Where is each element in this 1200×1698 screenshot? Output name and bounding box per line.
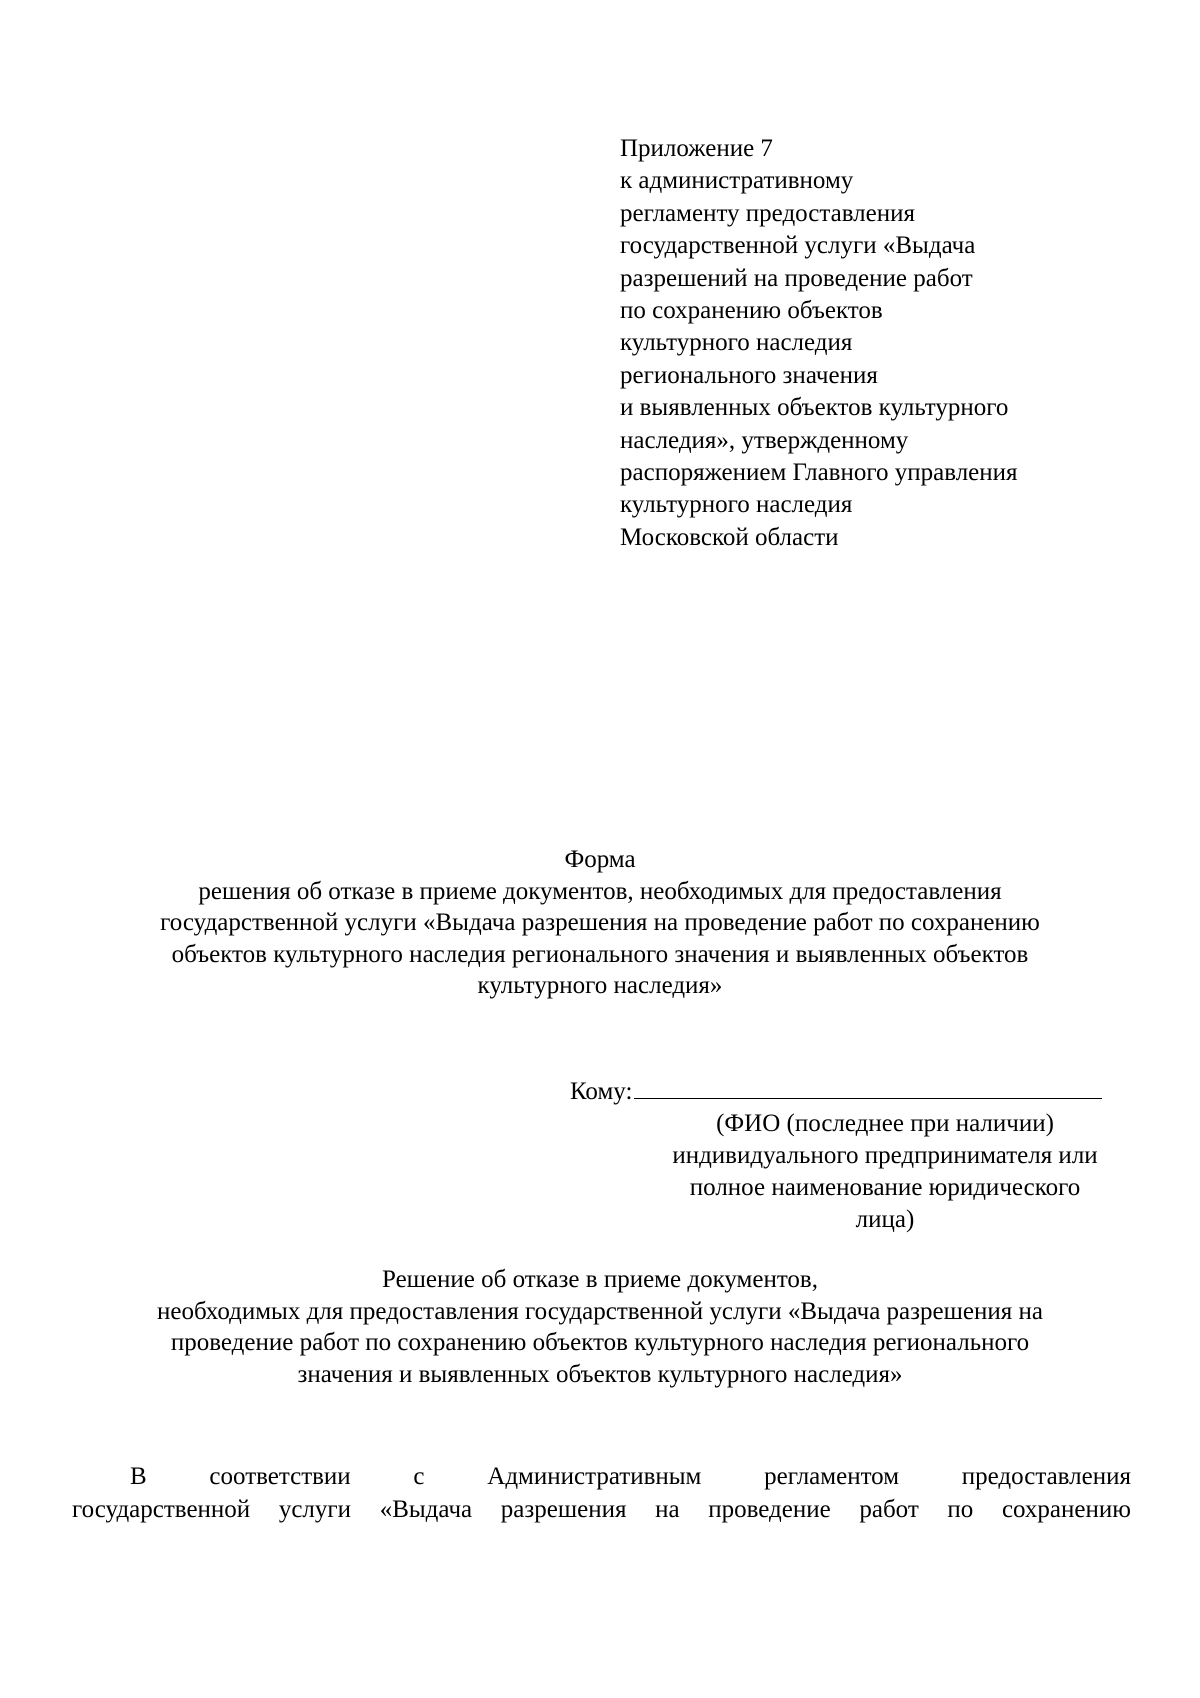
body-word: проведение bbox=[708, 1495, 831, 1523]
body-word: работ bbox=[859, 1495, 919, 1523]
recipient-hint-line: индивидуального предпринимателя или bbox=[672, 1141, 1098, 1169]
recipient-hint-line: лица) bbox=[855, 1206, 915, 1234]
decision-title-line: проведение работ по сохранению объектов культурного наследия регионального bbox=[170, 1329, 1030, 1356]
body-word: по bbox=[947, 1495, 974, 1523]
body-word: регламентом bbox=[764, 1463, 900, 1490]
recipient-label: Кому: bbox=[570, 1078, 633, 1105]
body-word: соответствии bbox=[209, 1463, 351, 1490]
form-title-line: культурного наследия» bbox=[477, 972, 723, 999]
body-word: предоставления bbox=[961, 1463, 1131, 1490]
decision-title bbox=[60, 1264, 1140, 1390]
recipient-line bbox=[570, 1072, 1140, 1108]
body-paragraph bbox=[72, 1461, 1131, 1526]
body-word: В bbox=[130, 1463, 147, 1490]
form-title-line: объектов культурного наследия регионального значения и выявленных объектов bbox=[171, 940, 1029, 968]
appendix-line: и выявленных объектов культурного bbox=[620, 394, 1009, 422]
form-title-line: государственной услуги «Выдача разрешения на проведение работ по сохранению bbox=[160, 909, 1040, 936]
appendix-header bbox=[620, 133, 1140, 554]
appendix-line: регламенту предоставления bbox=[620, 199, 916, 227]
appendix-line: по сохранению объектов bbox=[620, 297, 883, 325]
form-title bbox=[60, 844, 1140, 1002]
appendix-line: культурного наследия bbox=[620, 329, 853, 357]
body-word: Административным bbox=[487, 1463, 702, 1490]
appendix-line: государственной услуги «Выдача bbox=[620, 232, 976, 260]
recipient-hint-line: полное наименование юридического bbox=[689, 1174, 1081, 1202]
decision-title-line: необходимых для предоставления государственной услуги «Выдача разрешения на bbox=[157, 1297, 1043, 1325]
body-word: государственной bbox=[72, 1495, 251, 1523]
appendix-line: Московской области bbox=[620, 523, 839, 551]
body-word: на bbox=[655, 1495, 680, 1523]
body-word: «Выдача bbox=[379, 1495, 473, 1523]
recipient-block bbox=[570, 1072, 1140, 1237]
decision-title-line: Решение об отказе в приеме документов, bbox=[382, 1266, 818, 1293]
appendix-line: наследия», утвержденному bbox=[620, 426, 909, 454]
decision-title-line: значения и выявленных объектов культурного наследия» bbox=[297, 1360, 903, 1388]
appendix-line: культурного наследия bbox=[620, 491, 853, 519]
form-title-line: решения об отказе в приеме документов, необходимых для предоставления bbox=[198, 877, 1002, 905]
body-word: с bbox=[413, 1463, 425, 1490]
body-line bbox=[72, 1494, 1131, 1527]
recipient-hint-line: (ФИО (последнее при наличии) bbox=[716, 1109, 1054, 1137]
appendix-line: разрешений на проведение работ bbox=[620, 264, 973, 292]
form-title-line: Форма bbox=[564, 846, 636, 873]
body-word: разрешения bbox=[500, 1495, 627, 1523]
appendix-line: Приложение 7 bbox=[620, 135, 773, 162]
body-word: сохранению bbox=[1001, 1495, 1131, 1523]
appendix-line: регионального значения bbox=[620, 361, 878, 389]
appendix-line: к административному bbox=[620, 167, 854, 195]
recipient-blank-field[interactable] bbox=[634, 1072, 1102, 1099]
appendix-line: распоряжением Главного управления bbox=[620, 459, 1018, 487]
recipient-hint bbox=[630, 1108, 1140, 1237]
body-word: услуги bbox=[278, 1495, 352, 1523]
body-line bbox=[72, 1461, 1131, 1494]
